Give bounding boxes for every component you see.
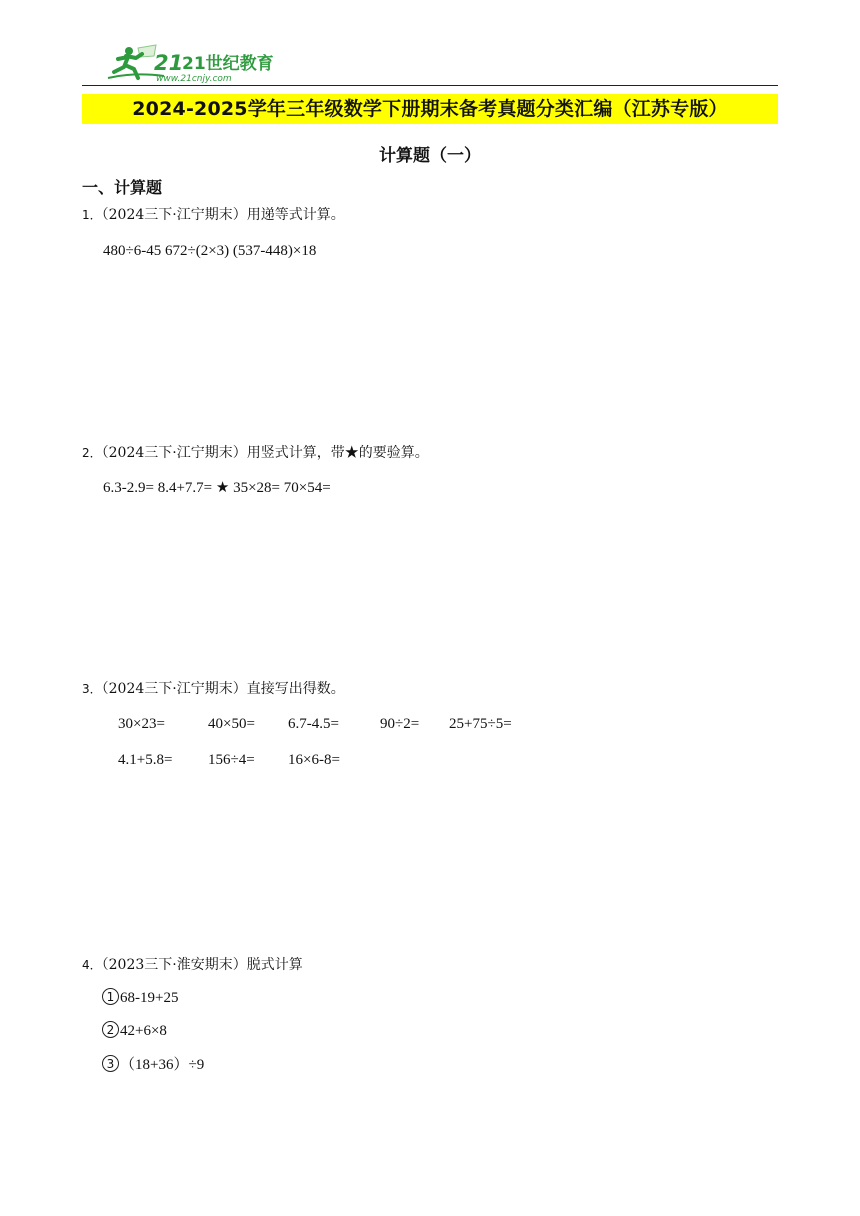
question-number: 2． xyxy=(82,446,102,460)
question-3-item: 16×6-8= xyxy=(288,752,340,768)
question-3-item: 156÷4= xyxy=(208,752,255,768)
page-subtitle: 计算题（一） xyxy=(379,146,481,166)
question-4-item-1 xyxy=(102,987,178,1009)
question-3-heading xyxy=(82,679,345,699)
question-3-item: 90÷2= xyxy=(380,716,420,732)
question-number: 1． xyxy=(82,208,102,222)
question-source: （2024三下·江宁期末） xyxy=(101,207,247,223)
question-3-item: 25+75÷5= xyxy=(449,716,512,732)
question-1-heading xyxy=(82,205,345,225)
question-prompt: 用竖式计算，带★的要验算。 xyxy=(246,445,429,461)
circled-number-3: 3 xyxy=(102,1055,119,1072)
svg-text:21: 21 xyxy=(154,51,184,75)
circled-number-1: 1 xyxy=(102,988,119,1005)
expression: 42+6×8 xyxy=(120,1023,167,1039)
question-4-item-3 xyxy=(102,1054,204,1076)
question-prompt: 直接写出得数。 xyxy=(246,681,345,697)
document-title: 2024-2025学年三年级数学下册期末备考真题分类汇编（江苏专版） xyxy=(82,94,778,124)
svg-text:21世纪教育: 21世纪教育 xyxy=(182,54,274,74)
question-number: 4． xyxy=(82,958,102,972)
question-3-item: 40×50= xyxy=(208,716,255,732)
question-3-item: 4.1+5.8= xyxy=(118,752,173,768)
svg-text:www.21cnjy.com: www.21cnjy.com xyxy=(156,74,232,84)
question-number: 3． xyxy=(82,682,102,696)
question-source: （2024三下·江宁期末） xyxy=(101,681,247,697)
question-2-heading xyxy=(82,443,429,463)
logo xyxy=(104,42,274,84)
question-1-expressions: 480÷6-45 672÷(2×3) (537-448)×18 xyxy=(103,243,317,259)
question-prompt: 用递等式计算。 xyxy=(246,207,345,223)
circled-number-2: 2 xyxy=(102,1021,119,1038)
question-source: （2024三下·江宁期末） xyxy=(101,445,247,461)
question-3-item: 6.7-4.5= xyxy=(288,716,339,732)
runner-logo-icon xyxy=(104,42,274,84)
header-rule xyxy=(82,85,778,86)
question-prompt: 脱式计算 xyxy=(246,957,303,973)
expression: 68-19+25 xyxy=(120,990,179,1006)
question-4-item-2 xyxy=(102,1020,167,1042)
expression: （18+36）÷9 xyxy=(120,1057,205,1073)
question-source: （2023三下·淮安期末） xyxy=(101,957,247,973)
question-3-item: 30×23= xyxy=(118,716,165,732)
question-2-expressions: 6.3-2.9= 8.4+7.7= ★ 35×28= 70×54= xyxy=(103,480,331,496)
section-heading: 一、计算题 xyxy=(82,178,163,197)
question-4-heading xyxy=(82,955,303,975)
